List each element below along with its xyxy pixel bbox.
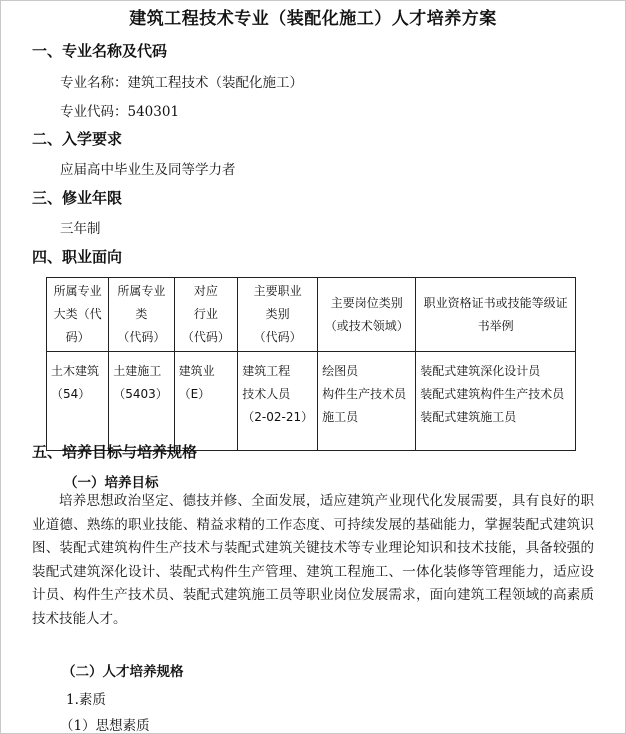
header-positions: 主要岗位类别 （或技术领域） bbox=[318, 278, 416, 352]
section-5-heading: 五、培养目标与培养规格 bbox=[32, 443, 198, 461]
section-2-heading: 二、入学要求 bbox=[32, 130, 123, 148]
header-industry: 对应 行业 （代码） bbox=[174, 278, 238, 352]
cell-category: 土木建筑 （54） bbox=[47, 352, 109, 451]
table-row bbox=[47, 352, 576, 451]
document-title: 建筑工程技术专业（装配化施工）人才培养方案 bbox=[129, 9, 497, 29]
admission-requirement: 应届高中毕业生及同等学力者 bbox=[60, 162, 236, 178]
training-goal-paragraph: 培养思想政治坚定、德技并修、全面发展，适应建筑产业现代化发展需要，具有良好的职业道德、熟练的职业技能、精益求精的工作态度、可持续发展的基础能力，掌握装配式建筑识图、装配式建筑构件生产技术与装配式建筑关键技术等专业理论知识和技术技能，具备较强的装配式建筑深化设计、装配式构件生产管理、建筑工程施工、一体化装修等管理能力，适应设计员、构件生产技术员、装配式建筑施工员等职业岗位发展需求，面向建筑工程领域的高素质技术技能人才。 bbox=[32, 493, 594, 627]
cell-industry: 建筑业 （E） bbox=[174, 352, 238, 451]
cell-certificates: 装配式建筑深化设计员 装配式建筑构件生产技术员 装配式建筑施工员 bbox=[416, 352, 576, 451]
cell-positions: 绘图员 构件生产技术员 施工员 bbox=[318, 352, 416, 451]
major-name: 专业名称：建筑工程技术（装配化施工） bbox=[60, 75, 303, 91]
cell-occupation: 建筑工程 技术人员 （2-02-21） bbox=[238, 352, 318, 451]
item-ideological-quality: （1）思想素质 bbox=[60, 718, 150, 734]
major-code: 专业代码：540301 bbox=[60, 104, 180, 120]
study-duration: 三年制 bbox=[60, 221, 101, 237]
cell-subcategory: 土建施工 （5403） bbox=[109, 352, 174, 451]
header-category: 所属专业 大类（代 码） bbox=[47, 278, 109, 352]
table-header-row bbox=[47, 278, 576, 352]
header-occupation: 主要职业 类别 （代码） bbox=[238, 278, 318, 352]
item-quality: 1.素质 bbox=[66, 692, 106, 708]
header-certificates: 职业资格证书或技能等级证 书举例 bbox=[416, 278, 576, 352]
header-subcategory: 所属专业 类 （代码） bbox=[109, 278, 174, 352]
training-goal-heading: （一）培养目标 bbox=[64, 475, 159, 491]
training-spec-heading: （二）人才培养规格 bbox=[62, 664, 184, 680]
section-4-heading: 四、职业面向 bbox=[32, 248, 123, 266]
section-3-heading: 三、修业年限 bbox=[32, 189, 123, 207]
section-1-heading: 一、专业名称及代码 bbox=[32, 42, 168, 60]
career-orientation-table bbox=[46, 277, 576, 451]
